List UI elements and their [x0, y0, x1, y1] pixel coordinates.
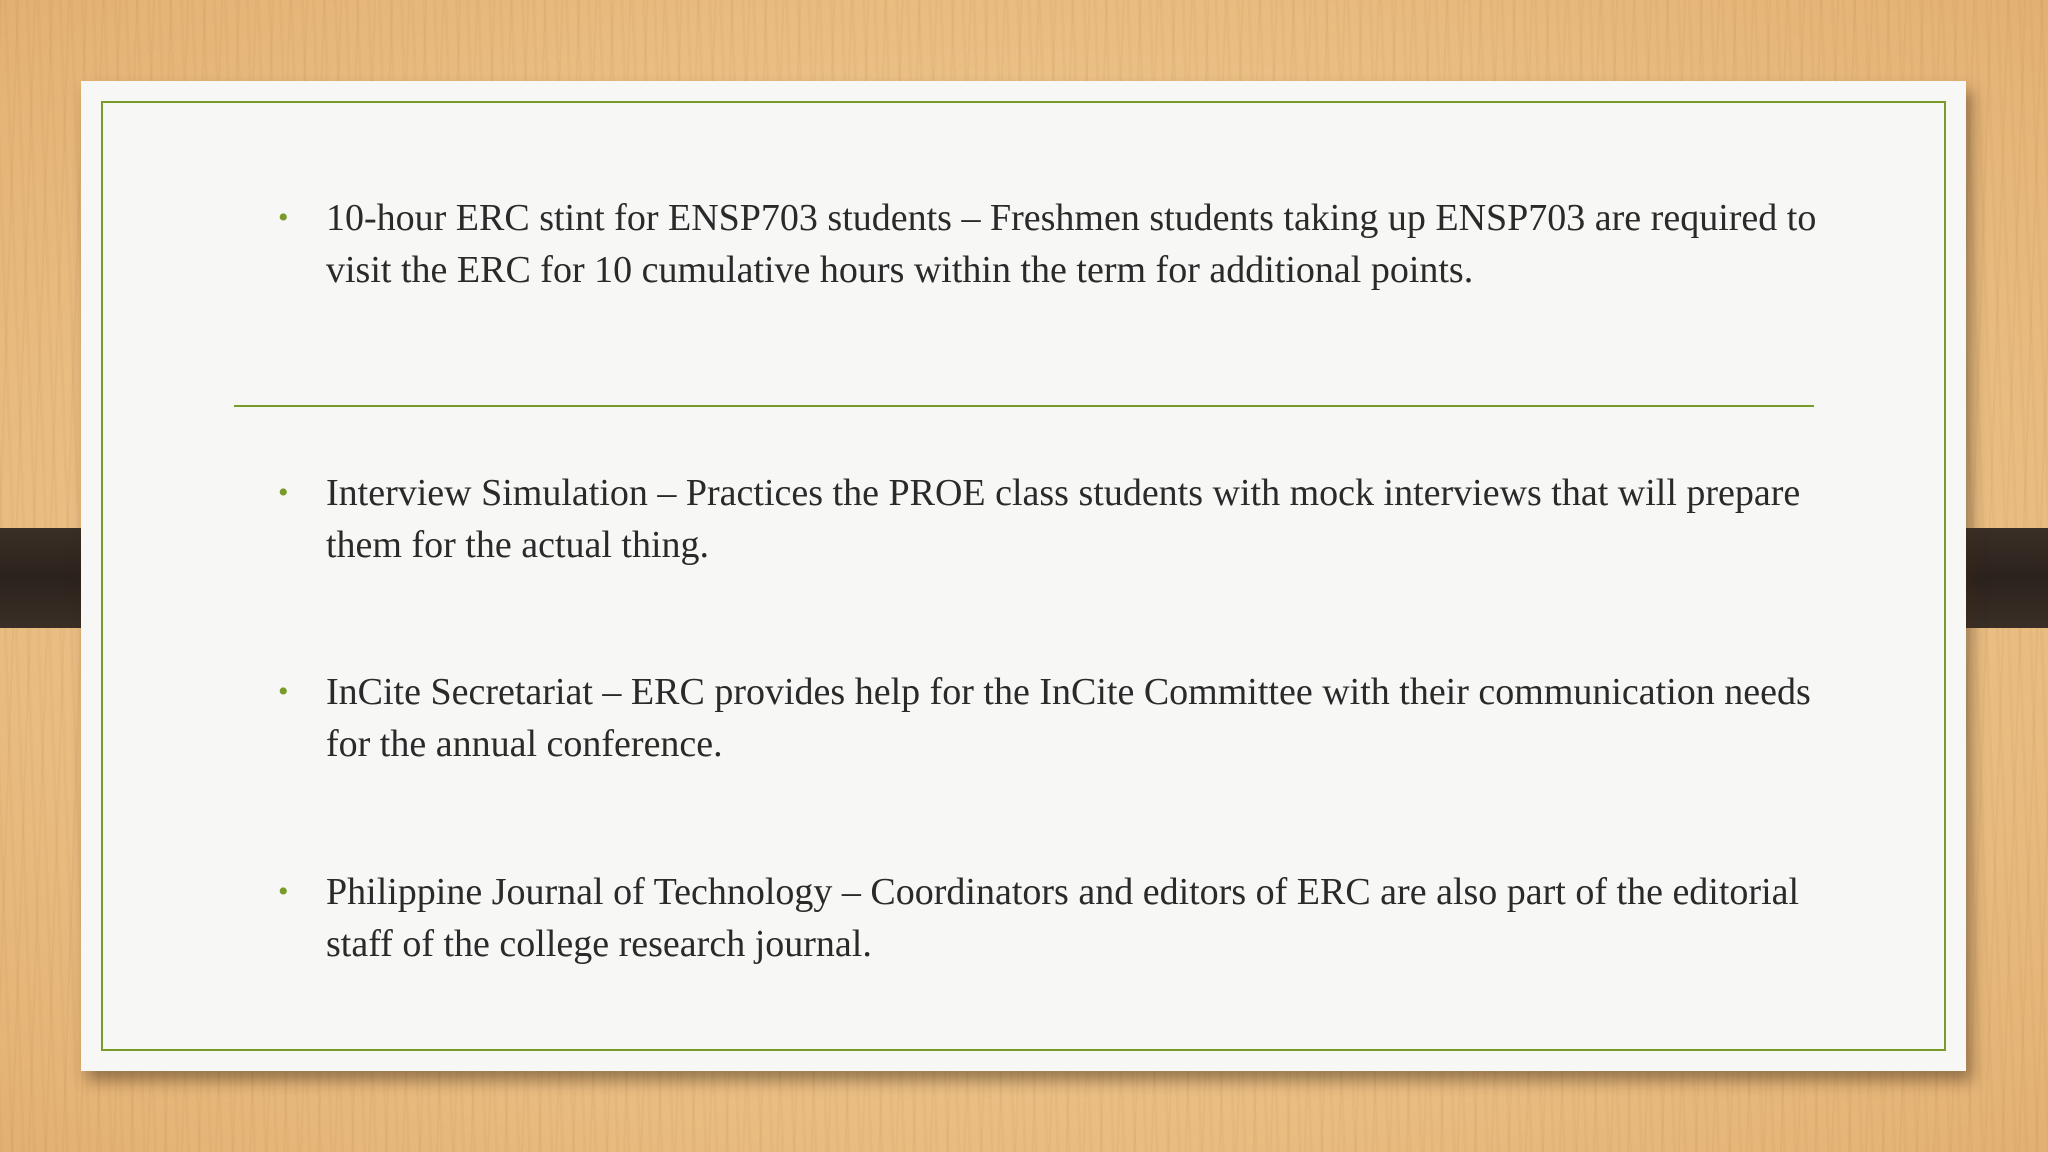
- bullet-icon: •: [278, 875, 289, 908]
- bullet-text: Interview Simulation – Practices the PROE class students with mock interviews that will prepare them for the actual thing.: [326, 472, 1801, 566]
- bullet-icon: •: [278, 675, 289, 708]
- bullet-text: 10-hour ERC stint for ENSP703 students – Freshmen students taking up ENSP703 are required to visit the ERC for 10 cumulative hours within the term for additional points.: [326, 197, 1817, 291]
- bullet-item-philippine-journal: [278, 866, 1846, 970]
- slide-card: [81, 81, 1966, 1071]
- bullet-text: Philippine Journal of Technology – Coordinators and editors of ERC are also part of the editorial staff of the college research journal.: [326, 871, 1800, 965]
- bullet-item-interview-simulation: [278, 467, 1846, 571]
- bullet-item-erc-stint: [278, 192, 1846, 296]
- bullet-item-incite-secretariat: [278, 666, 1846, 770]
- bullet-text: InCite Secretariat – ERC provides help for the InCite Committee with their communication needs for the annual conference.: [326, 671, 1811, 765]
- bullet-icon: •: [278, 476, 289, 509]
- section-divider: [234, 405, 1814, 407]
- bullet-icon: •: [278, 201, 289, 234]
